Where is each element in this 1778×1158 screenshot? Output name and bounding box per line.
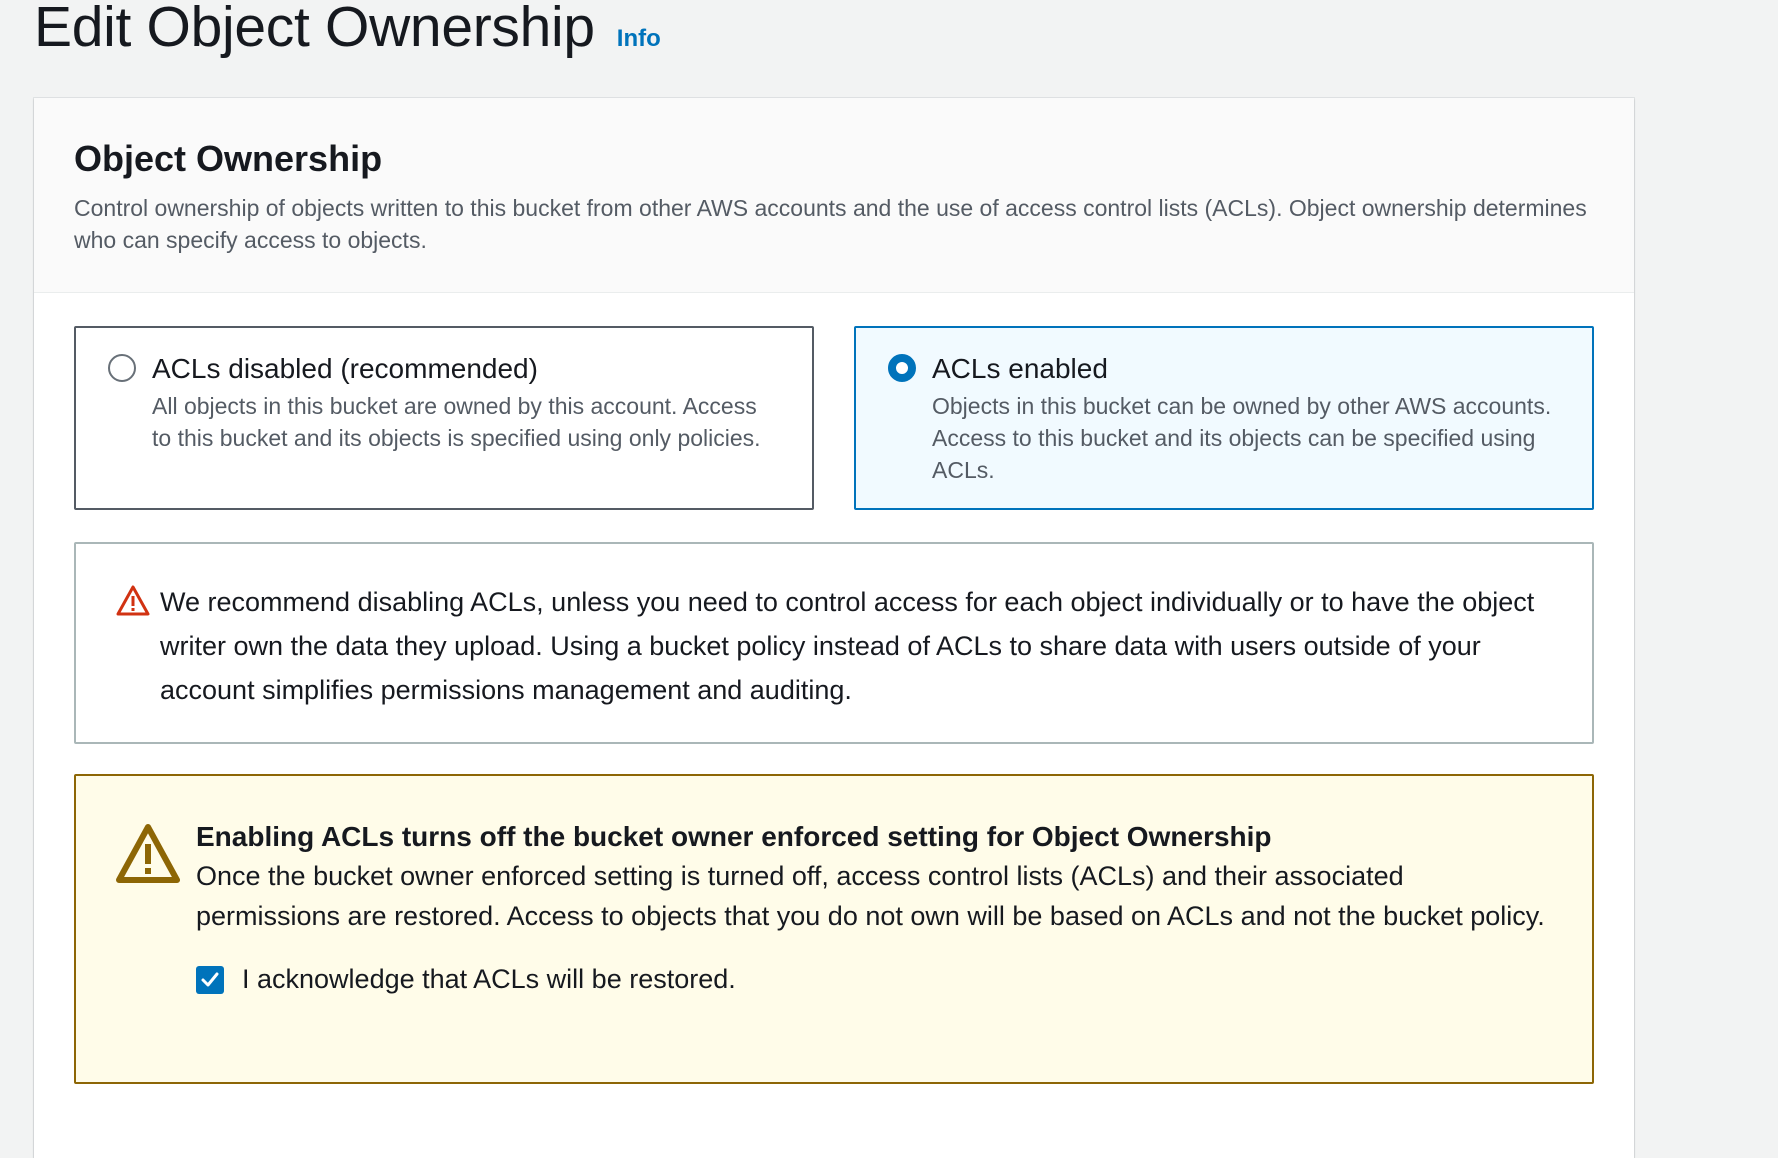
tile-acls-disabled[interactable] [74,326,814,510]
acknowledge-label: I acknowledge that ACLs will be restored. [242,964,736,994]
warning-icon [116,822,180,886]
warning-title: Enabling ACLs turns off the bucket owner enforced setting for Object Ownership [196,821,1272,852]
tile-label: ACLs enabled [932,353,1108,384]
container-header [34,98,1634,293]
warning-alert [74,774,1594,1084]
section-description: Control ownership of objects written to this bucket from other AWS accounts and the use of access control lists (ACLs). Object ownership determines who can specify access to objects. [74,195,1587,253]
radio-acls-enabled[interactable] [888,354,916,382]
page-header [34,0,661,60]
section-title: Object Ownership [74,138,383,179]
recommendation-text: We recommend disabling ACLs, unless you need to control access for each object individually or to have the object writer own the data they upload. Using a bucket policy instead of ACLs to share data with users outside of your account simplifies permissions management and auditing. [160,587,1535,705]
tile-text [932,352,1562,508]
recommendation-alert [74,542,1594,744]
page-title: Edit Object Ownership [34,0,595,59]
acknowledge-checkbox[interactable] [196,966,224,994]
tile-description: Objects in this bucket can be owned by other AWS accounts. Access to this bucket and its objects can be specified using ACLs. [932,393,1552,483]
info-link[interactable]: Info [616,25,661,52]
radio-acls-disabled[interactable] [108,354,136,382]
tile-text [152,352,782,508]
warning-triangle-icon [116,584,150,618]
warning-description: Once the bucket owner enforced setting is turned off, access control lists (ACLs) and their associated permissions are restored. Access to objects that you do not own will be based on ACLs and not the bucket policy. [196,861,1545,931]
acknowledge-row[interactable] [196,964,1552,995]
warning-body [196,818,1552,1082]
check-icon [200,970,220,990]
tile-label: ACLs disabled (recommended) [152,353,538,384]
ownership-tiles [74,326,1594,510]
object-ownership-container [34,98,1634,1158]
tile-description: All objects in this bucket are owned by this account. Access to this bucket and its objects is specified using only policies. [152,393,761,451]
tile-acls-enabled[interactable] [854,326,1594,510]
